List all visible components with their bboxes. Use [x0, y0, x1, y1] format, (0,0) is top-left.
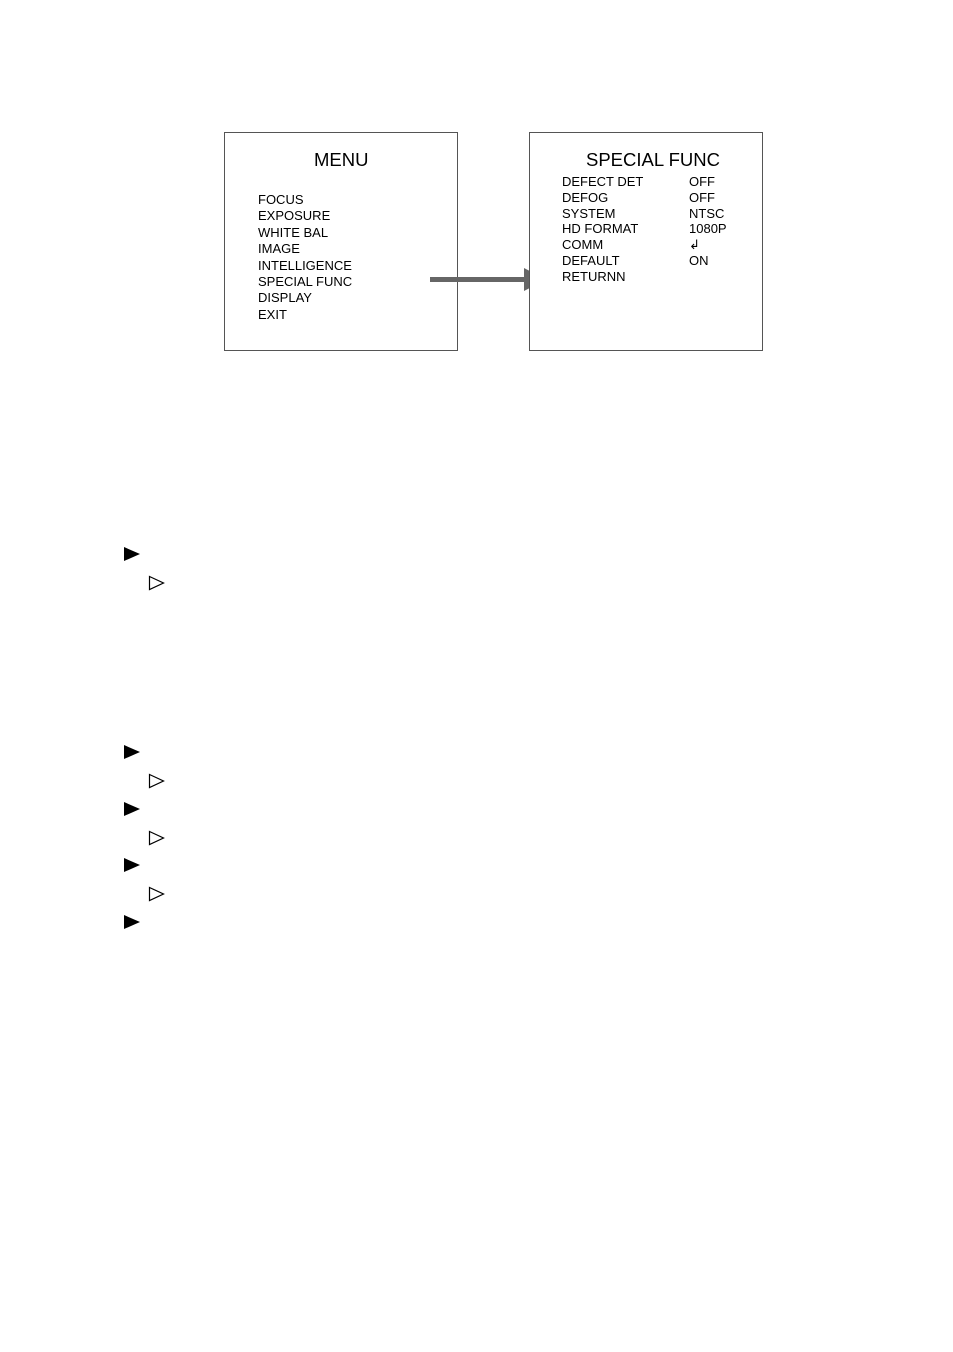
option-value: OFF [689, 189, 715, 205]
filled-triangle-bullet-icon [123, 914, 141, 930]
option-row-defog[interactable] [562, 190, 752, 206]
option-label: DEFAULT [562, 252, 620, 268]
open-triangle-bullet-icon [148, 575, 166, 591]
option-label: COMM [562, 237, 604, 253]
option-label: SYSTEM [562, 205, 616, 221]
open-triangle-bullet-icon [148, 773, 166, 789]
option-label: DEFOG [562, 189, 609, 205]
special-func-title: SPECIAL FUNC [586, 149, 720, 170]
special-func-panel [529, 132, 763, 351]
menu-item-display[interactable]: DISPLAY [258, 290, 312, 306]
option-value: NTSC [689, 205, 725, 221]
main-menu-list [258, 192, 352, 323]
special-func-list [562, 174, 752, 285]
filled-triangle-bullet-icon [123, 857, 141, 873]
main-menu-panel [224, 132, 458, 351]
main-menu-title: MENU [314, 149, 369, 170]
option-label: RETURNN [562, 268, 626, 284]
menu-item-white-bal[interactable]: WHITE BAL [258, 224, 329, 240]
menu-item-focus[interactable]: FOCUS [258, 192, 304, 207]
option-value: ON [689, 252, 709, 268]
option-row-return[interactable] [562, 269, 752, 285]
option-value: OFF [689, 174, 715, 189]
menu-item-exit[interactable]: EXIT [258, 306, 287, 322]
filled-triangle-bullet-icon [123, 744, 141, 760]
enter-icon: ↲ [689, 237, 700, 253]
option-row-hd-format[interactable] [562, 221, 752, 237]
option-label: DEFECT DET [562, 174, 644, 189]
filled-triangle-bullet-icon [123, 546, 141, 562]
menu-item-exposure[interactable]: EXPOSURE [258, 208, 331, 224]
menu-item-image[interactable]: IMAGE [258, 241, 300, 257]
option-row-defect-det[interactable] [562, 174, 752, 190]
option-value: 1080P [689, 221, 727, 237]
option-row-system[interactable] [562, 206, 752, 222]
option-label: HD FORMAT [562, 221, 639, 237]
open-triangle-bullet-icon [148, 830, 166, 846]
option-row-comm[interactable] [562, 237, 752, 253]
filled-triangle-bullet-icon [123, 801, 141, 817]
menu-item-special-func[interactable]: SPECIAL FUNC [258, 273, 353, 289]
menu-item-intelligence[interactable]: INTELLIGENCE [258, 257, 352, 273]
open-triangle-bullet-icon [148, 886, 166, 902]
option-row-default[interactable] [562, 253, 752, 269]
